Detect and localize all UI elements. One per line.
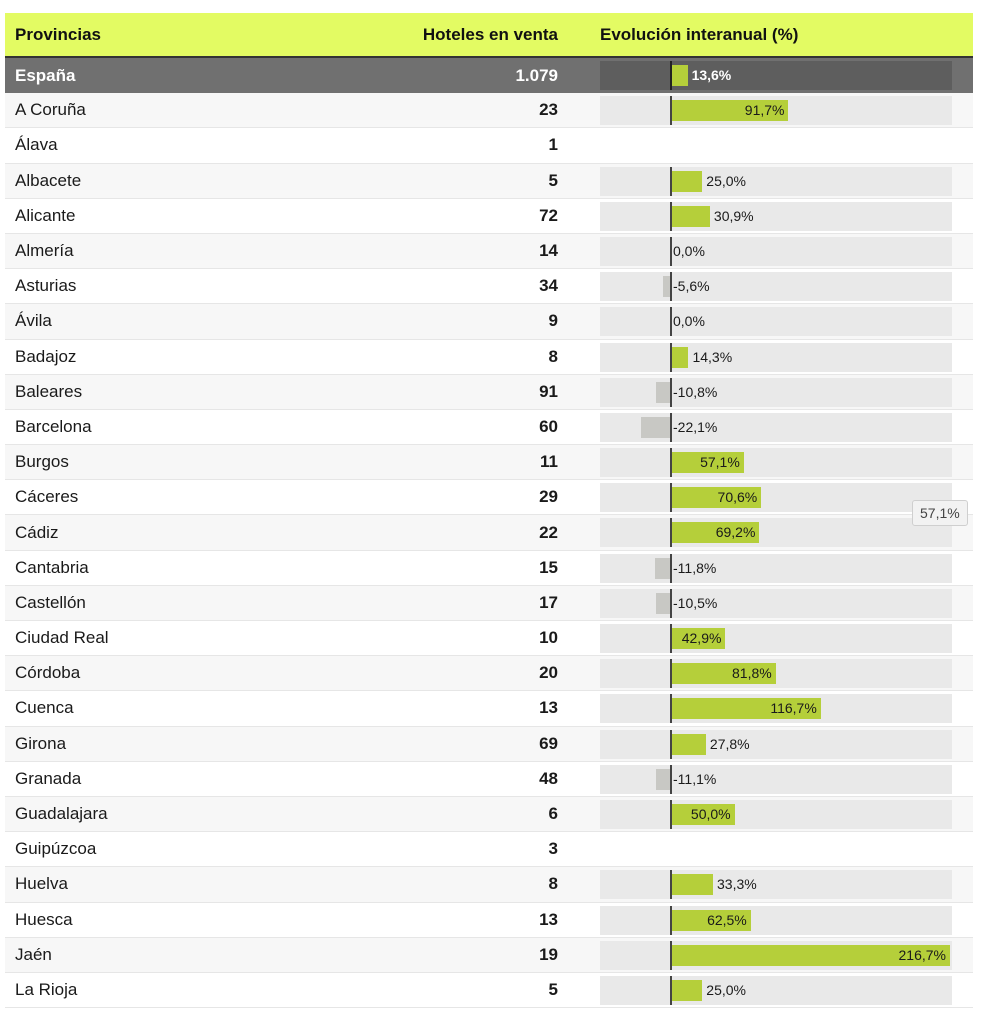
- change-bar-cell[interactable]: [600, 272, 952, 301]
- table-row[interactable]: [5, 797, 973, 832]
- change-bar-cell[interactable]: [600, 378, 952, 407]
- hotel-count: 5: [548, 979, 558, 999]
- province-name: Castellón: [15, 592, 86, 612]
- bar-track: [600, 870, 952, 899]
- bar-track: [600, 202, 952, 231]
- hotel-count: 13: [539, 698, 558, 718]
- hotel-count: 8: [548, 346, 558, 366]
- tooltip: 57,1%: [912, 500, 968, 526]
- bar-track: [600, 483, 952, 512]
- hotel-count: 9: [548, 311, 558, 331]
- hotel-count: 11: [540, 452, 558, 472]
- change-label: 0,0%: [673, 242, 705, 259]
- province-name: Huelva: [15, 874, 68, 894]
- province-name: Granada: [15, 768, 82, 788]
- hotel-count: 20: [539, 663, 558, 683]
- hotel-count: 72: [539, 205, 558, 225]
- bar-track: [600, 343, 952, 372]
- province-name: Álava: [15, 135, 58, 155]
- hotel-count: 23: [539, 100, 558, 120]
- province-name: Burgos: [15, 452, 69, 472]
- change-label: 27,8%: [709, 735, 750, 752]
- table-row[interactable]: [5, 903, 973, 938]
- change-bar-cell[interactable]: [600, 800, 952, 829]
- bar-track: [600, 448, 952, 477]
- change-label: 91,7%: [744, 102, 785, 119]
- change-bar-cell[interactable]: [600, 61, 952, 90]
- table-row[interactable]: [5, 621, 973, 656]
- hotel-count: 34: [539, 276, 558, 296]
- change-bar-cell[interactable]: [600, 694, 952, 723]
- change-label: 14,3%: [692, 348, 733, 365]
- change-bar: [670, 874, 713, 895]
- zero-axis: [670, 800, 672, 829]
- zero-axis: [670, 483, 672, 512]
- hotel-count: 10: [539, 628, 558, 648]
- province-name: España: [15, 65, 76, 85]
- hotel-count: 48: [539, 768, 558, 788]
- table-row[interactable]: [5, 938, 973, 973]
- change-bar-cell[interactable]: [600, 941, 952, 970]
- zero-axis: [670, 976, 672, 1005]
- change-bar: [670, 734, 706, 755]
- province-name: Ciudad Real: [15, 628, 109, 648]
- zero-axis: [670, 906, 672, 935]
- bar-track: [600, 624, 952, 653]
- change-bar-cell[interactable]: [600, 343, 952, 372]
- table-row[interactable]: [5, 128, 973, 163]
- change-bar: [656, 382, 670, 403]
- hotel-count: 3: [548, 839, 558, 859]
- province-name: Jaén: [15, 944, 52, 964]
- table-row[interactable]: [5, 340, 973, 375]
- change-bar-cell[interactable]: [600, 624, 952, 653]
- zero-axis: [670, 96, 672, 125]
- zero-axis: [670, 448, 672, 477]
- change-bar-cell[interactable]: [600, 659, 952, 688]
- change-label: 62,5%: [707, 911, 747, 928]
- province-name: Cáceres: [15, 487, 79, 507]
- table-row[interactable]: [5, 199, 973, 234]
- change-label: 33,3%: [717, 876, 757, 893]
- zero-axis: [670, 378, 672, 407]
- hotel-count: 60: [539, 416, 558, 436]
- change-bar: [670, 65, 688, 86]
- change-label: 13,6%: [691, 67, 732, 83]
- change-bar: [656, 593, 670, 614]
- change-bar: [670, 171, 702, 192]
- table-header: [5, 13, 973, 58]
- hotel-count: 91: [539, 381, 558, 401]
- hotel-count: 1.079: [515, 65, 558, 85]
- change-bar: [670, 980, 702, 1001]
- table-row[interactable]: [5, 410, 973, 445]
- zero-axis: [670, 343, 672, 372]
- province-name: Guipúzcoa: [15, 839, 97, 859]
- change-label: 216,7%: [898, 946, 946, 963]
- change-bar-cell[interactable]: [600, 589, 952, 618]
- change-bar-cell[interactable]: [600, 554, 952, 583]
- table-row[interactable]: [5, 93, 973, 128]
- bar-track: [600, 378, 952, 407]
- table-body: [5, 58, 973, 1008]
- change-label: 25,0%: [706, 981, 746, 998]
- bar-track: [600, 765, 952, 794]
- province-name: Cantabria: [15, 557, 89, 577]
- change-bar-cell[interactable]: [600, 906, 952, 935]
- column-header-provincias[interactable]: Provincias: [15, 24, 101, 44]
- change-bar-cell[interactable]: [600, 167, 952, 196]
- zero-axis: [670, 941, 672, 970]
- table-row[interactable]: [5, 832, 973, 867]
- zero-axis: [670, 413, 672, 442]
- province-name: Baleares: [15, 381, 83, 401]
- hotel-count: 17: [539, 592, 558, 612]
- bar-track: [600, 976, 952, 1005]
- table-row[interactable]: [5, 656, 973, 691]
- change-bar-cell[interactable]: [600, 976, 952, 1005]
- hotel-count: 15: [539, 557, 558, 577]
- change-label: 0,0%: [673, 313, 705, 330]
- change-bar: [641, 417, 670, 438]
- table-row[interactable]: [5, 480, 973, 515]
- hotel-count: 13: [539, 909, 558, 929]
- table-row[interactable]: [5, 164, 973, 199]
- table-row[interactable]: [5, 515, 973, 550]
- change-bar-cell[interactable]: [600, 448, 952, 477]
- province-name: Córdoba: [15, 663, 81, 683]
- province-table: [5, 13, 973, 1008]
- table-row[interactable]: [5, 304, 973, 339]
- table-row[interactable]: [5, 586, 973, 621]
- change-label: 81,8%: [732, 665, 772, 682]
- zero-axis: [670, 307, 672, 336]
- province-name: Girona: [15, 733, 67, 753]
- change-bar-cell[interactable]: [600, 518, 952, 547]
- zero-axis: [670, 870, 672, 899]
- change-bar-cell[interactable]: [600, 413, 952, 442]
- change-bar-cell[interactable]: [600, 870, 952, 899]
- change-bar-cell[interactable]: [600, 202, 952, 231]
- bar-track: [600, 554, 952, 583]
- table-row[interactable]: [5, 762, 973, 797]
- bar-track: [600, 518, 952, 547]
- change-label: 69,2%: [715, 524, 756, 541]
- bar-track: [600, 730, 952, 759]
- province-name: Asturias: [15, 276, 77, 296]
- hotel-count: 8: [548, 874, 558, 894]
- change-label: -11,1%: [673, 770, 717, 787]
- province-name: Huesca: [15, 909, 73, 929]
- hotel-count: 22: [539, 522, 558, 542]
- zero-axis: [670, 61, 672, 90]
- change-bar-cell[interactable]: [600, 96, 952, 125]
- hotel-count: 6: [548, 804, 558, 824]
- province-name: Ávila: [15, 311, 52, 331]
- province-name: Cuenca: [15, 698, 74, 718]
- change-label: 42,9%: [681, 630, 722, 646]
- table-row[interactable]: [5, 727, 973, 762]
- province-name: Badajoz: [15, 346, 77, 366]
- column-header-evolucion[interactable]: Evolución interanual (%): [600, 24, 799, 44]
- province-name: Guadalajara: [15, 804, 108, 824]
- zero-axis: [670, 659, 672, 688]
- change-bar-cell[interactable]: [600, 483, 952, 512]
- province-name: Almería: [15, 241, 74, 261]
- change-bar: [656, 769, 670, 790]
- hotel-count: 1: [548, 135, 558, 155]
- change-bar: [663, 276, 670, 297]
- province-name: La Rioja: [15, 979, 78, 999]
- table-row[interactable]: [5, 867, 973, 902]
- zero-axis: [670, 272, 672, 301]
- zero-axis: [670, 202, 672, 231]
- bar-track: [600, 800, 952, 829]
- hotel-count: 29: [539, 487, 558, 507]
- bar-track: [600, 61, 952, 90]
- bar-track: [600, 237, 952, 266]
- zero-axis: [670, 730, 672, 759]
- change-bar-cell[interactable]: [600, 730, 952, 759]
- hotel-count: 19: [539, 944, 558, 964]
- change-label: 57,1%: [700, 454, 740, 471]
- bar-track: [600, 906, 952, 935]
- table-row[interactable]: [5, 551, 973, 586]
- zero-axis: [670, 554, 672, 583]
- change-bar: [670, 347, 688, 368]
- province-name: Albacete: [15, 170, 82, 190]
- change-label: 70,6%: [717, 489, 758, 506]
- table-row[interactable]: [5, 973, 973, 1008]
- change-bar-cell[interactable]: [600, 237, 952, 266]
- change-bar-cell[interactable]: [600, 765, 952, 794]
- province-name: A Coruña: [15, 100, 86, 120]
- table-row[interactable]: [5, 269, 973, 304]
- change-label: 30,9%: [713, 207, 754, 224]
- change-label: -5,6%: [673, 278, 710, 295]
- change-label: -22,1%: [673, 418, 718, 435]
- zero-axis: [670, 694, 672, 723]
- zero-axis: [670, 624, 672, 653]
- hotel-count: 69: [539, 733, 558, 753]
- change-label: -10,5%: [673, 594, 718, 611]
- change-label: 25,0%: [706, 172, 746, 189]
- zero-axis: [670, 589, 672, 618]
- zero-axis: [670, 518, 672, 547]
- change-bar-cell[interactable]: [600, 307, 952, 336]
- change-label: 116,7%: [770, 700, 817, 717]
- zero-axis: [670, 167, 672, 196]
- change-bar: [670, 206, 710, 227]
- change-label: -11,8%: [673, 559, 717, 576]
- bar-track: [600, 272, 952, 301]
- change-bar: [655, 558, 670, 579]
- bar-track: [600, 167, 952, 196]
- bar-track: [600, 659, 952, 688]
- change-label: 50,0%: [690, 805, 731, 822]
- column-header-hoteles[interactable]: Hoteles en venta: [422, 24, 558, 44]
- bar-track: [600, 589, 952, 618]
- hotel-count: 14: [539, 241, 558, 261]
- zero-axis: [670, 765, 672, 794]
- province-name: Alicante: [15, 205, 76, 225]
- total-row[interactable]: [5, 58, 973, 93]
- table-row[interactable]: [5, 445, 973, 480]
- change-label: -10,8%: [673, 383, 718, 400]
- bar-track: [600, 307, 952, 336]
- table-row[interactable]: [5, 234, 973, 269]
- province-name: Barcelona: [15, 416, 92, 436]
- zero-axis: [670, 237, 672, 266]
- hotel-count: 5: [548, 170, 558, 190]
- table-row[interactable]: [5, 691, 973, 726]
- table-row[interactable]: [5, 375, 973, 410]
- province-name: Cádiz: [15, 522, 59, 542]
